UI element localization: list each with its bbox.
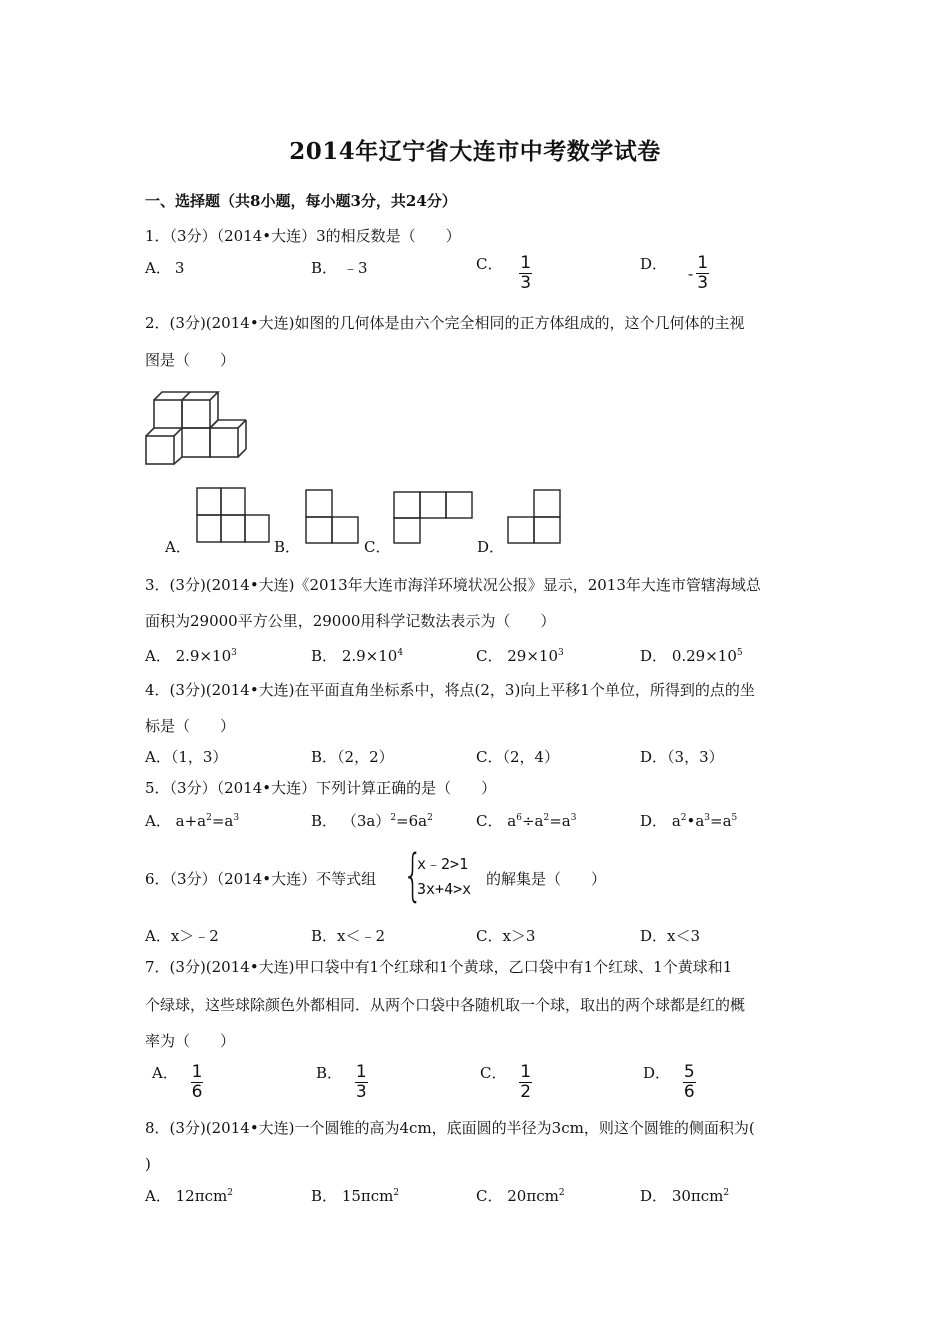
fraction: $\frac{1}{6}$ [191, 1062, 203, 1102]
q8-option-c: C． 20πcm$^2$ [476, 1187, 565, 1205]
q1-option-b: B． ﹣3 [311, 259, 368, 277]
q2-option-b-figure [305, 489, 361, 545]
question-2-stem-line1: 2．(3分)(2014•大连)如图的几何体是由六个完全相同的正方体组成的，这个几何体的主视 [145, 314, 745, 332]
inequality-1: x﹣2>1 [417, 855, 469, 873]
q6-option-c: C．x＞3 [476, 927, 536, 945]
q2-option-a-label: A． [165, 538, 191, 556]
q1-option-d: D． - $\frac{1}{3}$ [640, 253, 709, 293]
fraction: $\frac{1}{3}$ [355, 1062, 367, 1102]
q5-option-d: D． $a^2•a^3=a^5$ [640, 812, 738, 830]
inequality-system [403, 843, 493, 908]
q3-option-b: B． $2.9\times 10^4$ [311, 647, 404, 665]
question-4-stem-line1: 4．(3分)(2014•大连)在平面直角坐标系中，将点(2，3)向上平移1个单位，所得到的点的坐 [145, 681, 755, 699]
q7-option-c: C． $\frac{1}{2}$ [480, 1062, 532, 1102]
q2-option-c-figure [393, 491, 475, 545]
fraction: $\frac{1}{2}$ [520, 1062, 532, 1102]
q5-option-b: B． $(3a)^2=6a^2$ [311, 812, 433, 830]
question-7-stem-line3: 率为（ ） [145, 1032, 236, 1050]
q8-option-b: B． 15πcm$^2$ [311, 1187, 400, 1205]
question-3-stem-line2: 面积为29000平方公里，29000用科学记数法表示为（ ） [145, 612, 556, 630]
fraction: $\frac{1}{3}$ [697, 253, 709, 293]
inequality-2: 3x+4>x [417, 880, 472, 898]
q4-option-a: A．（1，3） [145, 748, 228, 766]
question-4-stem-line2: 标是（ ） [145, 717, 236, 735]
question-3-stem-line1: 3．(3分)(2014•大连)《2013年大连市海洋环境状况公报》显示，2013年大连市管辖海域总 [145, 576, 761, 594]
section-heading: 一、选择题（共8小题，每小题3分，共24分） [145, 192, 457, 210]
q5-option-c: C． $a^6\div a^2=a^3$ [476, 812, 577, 830]
question-6-stem-post: 的解集是（ ） [486, 870, 607, 888]
question-7-stem-line2: 个绿球，这些球除颜色外都相同．从两个口袋中各随机取一个球，取出的两个球都是红的概 [145, 996, 746, 1014]
question-6-stem-pre: 6．（3分）（2014•大连）不等式组 [145, 870, 377, 888]
q1-option-c: C． $\frac{1}{3}$ [476, 253, 532, 293]
question-8-stem-line1: 8．(3分)(2014•大连)一个圆锥的高为4cm，底面圆的半径为3cm，则这个圆锥的侧面积为( [145, 1119, 755, 1137]
q7-option-a: A． $\frac{1}{6}$ [152, 1062, 203, 1102]
q6-option-b: B．x＜﹣2 [311, 927, 386, 945]
q7-option-d: D． $\frac{5}{6}$ [643, 1062, 695, 1102]
question-5-stem: 5．（3分）（2014•大连）下列计算正确的是（ ） [145, 779, 497, 797]
cube-solid-figure [142, 388, 254, 470]
q3-option-a: A． $2.9\times 10^3$ [145, 647, 237, 665]
q7-option-b: B． $\frac{1}{3}$ [316, 1062, 367, 1102]
question-7-stem-line1: 7．(3分)(2014•大连)甲口袋中有1个红球和1个黄球，乙口袋中有1个红球、1个黄球和1 [145, 958, 733, 976]
q4-option-b: B．（2，2） [311, 748, 394, 766]
q8-option-d: D． 30πcm$^2$ [640, 1187, 730, 1205]
q4-option-d: D．（3，3） [640, 748, 724, 766]
fraction: $\frac{5}{6}$ [683, 1062, 695, 1102]
q3-option-d: D． $0.29\times 10^5$ [640, 647, 743, 665]
fraction: $\frac{1}{3}$ [520, 253, 532, 293]
q2-option-d-figure [507, 489, 563, 545]
q8-option-a: A． 12πcm$^2$ [145, 1187, 233, 1205]
q2-option-c-label: C． [364, 538, 391, 556]
question-2-stem-line2: 图是（ ） [145, 351, 236, 369]
q2-option-b-label: B． [274, 538, 301, 556]
q3-option-c: C． $29\times 10^3$ [476, 647, 564, 665]
q6-option-a: A．x＞﹣2 [145, 927, 219, 945]
q2-option-a-figure [196, 487, 272, 544]
q1-option-a: A． 3 [145, 259, 185, 277]
q6-option-d: D．x＜3 [640, 927, 701, 945]
left-brace-icon: { [403, 843, 423, 908]
question-8-stem-line2: ) [145, 1155, 151, 1173]
page-title: 2014年辽宁省大连市中考数学试卷 [289, 138, 661, 165]
question-1-stem: 1．（3分）（2014•大连）3的相反数是（ ） [145, 227, 461, 245]
q5-option-a: A． $a+a^2=a^3$ [145, 812, 240, 830]
q4-option-c: C．（2，4） [476, 748, 560, 766]
q2-option-d-label: D． [477, 538, 505, 556]
